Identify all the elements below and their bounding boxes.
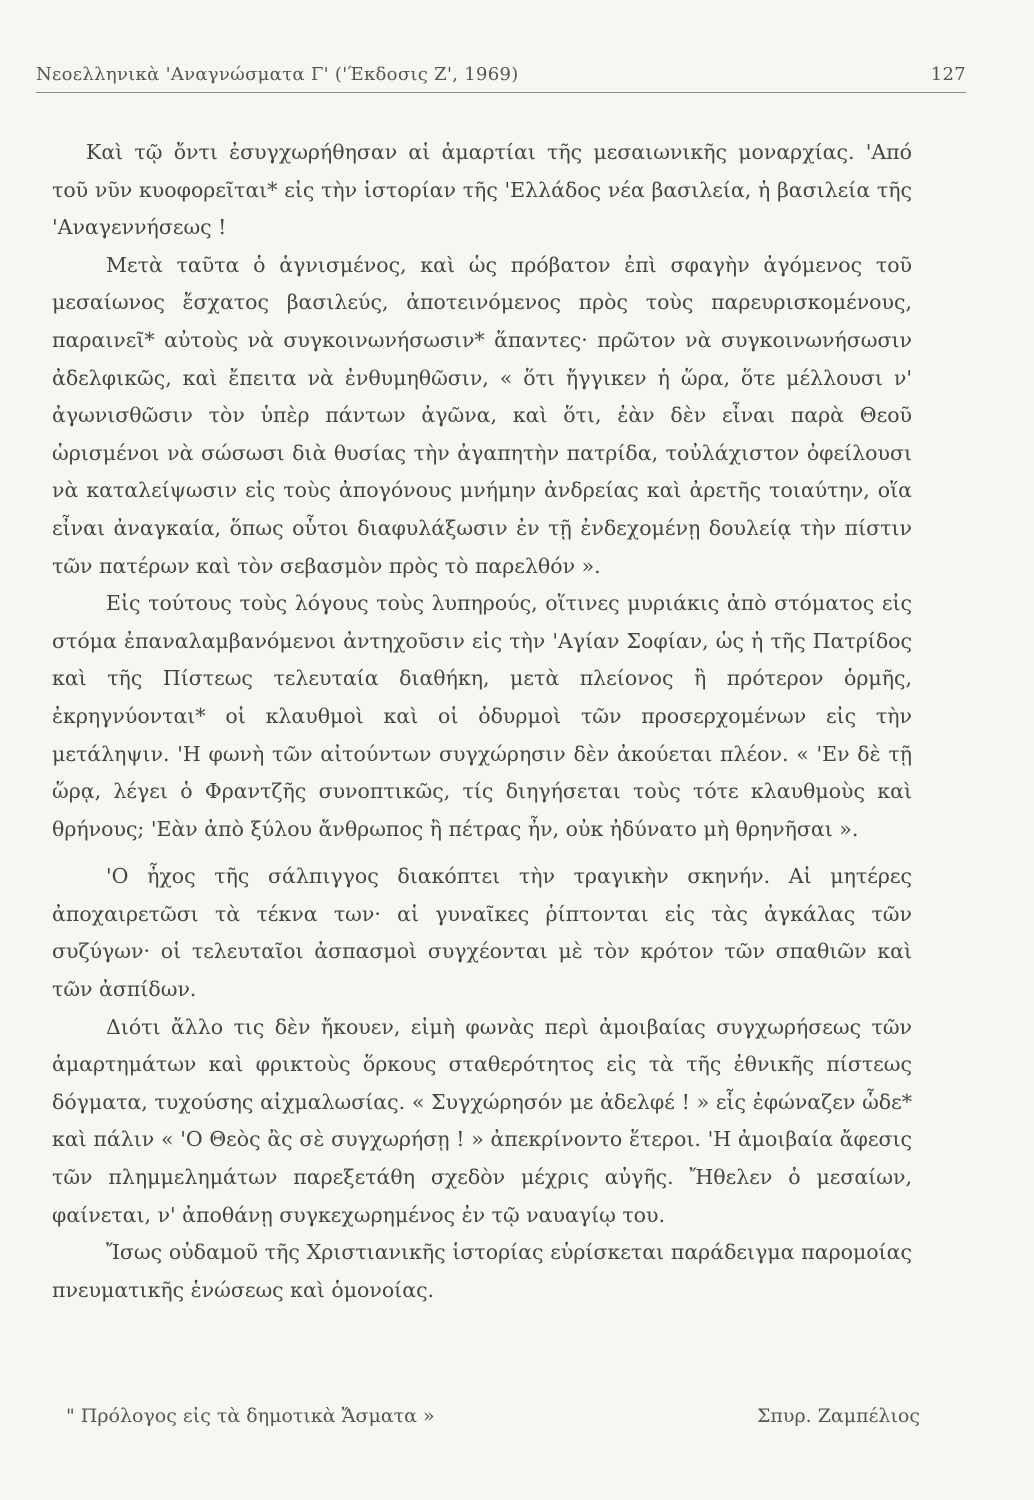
page-number: 127	[930, 64, 966, 85]
header-title: Νεοελληνικὰ 'Αναγνώσματα Γ' ('Έκδοσις Ζ', 1969)	[36, 64, 519, 85]
paragraph-2: Μετὰ ταῦτα ὁ ἁγνισμένος, καὶ ὡς πρόβατον ἐπὶ σφαγὴν ἀγόμενος τοῦ μεσαίωνος ἔσχατος βασιλεύς, ἀποτεινόμενος πρὸς τοὺς παρευρισκομένους, παραινεῖ* αὐτοὺς νὰ συγκοινωνήσωσιν* ἅπαντες· πρῶτον νὰ συγκοινωνήσωσιν ἀδελφικῶς, καὶ ἔπειτα νὰ ἐνθυμηθῶσιν, « ὅτι ἤγγικεν ἡ ὥρα, ὅτε μέλλουσι ν' ἀγωνισθῶσιν τὸν ὑπὲρ πάντων ἀγῶνα, καὶ ὅτι, ἐὰν δὲν εἶναι παρὰ Θεοῦ ὡρισμένοι νὰ σώσωσι διὰ θυσίας τὴν ἀγαπητὴν πατρίδα, τοὐλάχιστον ὀφείλουσι νὰ καταλείψωσιν εἰς τοὺς ἀπογόνους μνήμην ἀνδρείας καὶ ἀρετῆς τοιαύτην, οἵα εἶναι ἀναγκαία, ὅπως οὗτοι διαφυλάξωσιν ἐν τῇ ἐνδεχομένῃ δουλείᾳ τὴν πίστιν τῶν πατέρων καὶ τὸν σεβασμὸν πρὸς τὸ παρελθόν ».	[52, 252, 912, 578]
attribution-source: " Πρόλογος εἰς τὰ δημοτικὰ Ἄσματα »	[66, 1405, 435, 1427]
running-header	[36, 60, 966, 93]
paragraph-5: Διότι ἄλλο τις δὲν ἤκουεν, εἰμὴ φωνὰς περὶ ἀμοιβαίας συγχωρήσεως τῶν ἁμαρτημάτων καὶ φρικτοὺς ὅρκους σταθερότητος εἰς τὰ τῆς ἐθνικῆς πίστεως δόγματα, τυχούσης αἰχμαλωσίας. « Συγχώρησόν με ἀδελφέ ! » εἷς ἐφώναζεν ὧδε* καὶ πάλιν « 'Ο Θεὸς ἂς σὲ συγχωρήσῃ ! » ἀπεκρίνοντο ἕτεροι. 'Η ἀμοιβαία ἄφεσις τῶν πλημμελημάτων παρεξετάθη σχεδὸν μέχρις αὐγῆς. Ἤθελεν ὁ μεσαίων, φαίνεται, ν' ἀποθάνῃ συγκεχωρημένος ἐν τῷ ναυαγίῳ του.	[52, 1014, 912, 1227]
attribution-author: Σπυρ. Ζαμπέλιος	[756, 1405, 920, 1427]
paragraph-3: Εἰς τούτους τοὺς λόγους τοὺς λυπηρούς, οἵτινες μυριάκις ἀπὸ στόματος εἰς στόμα ἐπαναλαμβανόμενοι ἀντηχοῦσιν εἰς τὴν 'Αγίαν Σοφίαν, ὡς ἡ τῆς Πατρίδος καὶ τῆς Πίστεως τελευταία διαθήκη, μετὰ πλείονος ἢ πρότερον ὁρμῆς, ἐκρηγνύονται* οἱ κλαυθμοὶ καὶ οἱ ὀδυρμοὶ τῶν προσερχομένων εἰς τὴν μετάληψιν. 'Η φωνὴ τῶν αἰτούντων συγχώρησιν δὲν ἀκούεται πλέον. « 'Εν δὲ τῇ ὥρᾳ, λέγει ὁ Φραντζῆς συνοπτικῶς, τίς διηγήσεται τοὺς τότε κλαυθμοὺς καὶ θρήνους; 'Εὰν ἀπὸ ξύλου ἄνθρωπος ἢ πέτρας ἦν, οὐκ ἠδύνατο μὴ θρηνῆσαι ».	[52, 591, 912, 841]
paragraph-6: Ἴσως οὐδαμοῦ τῆς Χριστιανικῆς ἱστορίας εὑρίσκεται παράδειγμα παρομοίας πνευματικῆς ἑνώσεως καὶ ὁμονοίας.	[52, 1240, 912, 1302]
body-text	[52, 134, 912, 1309]
paragraph-1: Καὶ τῷ ὄντι ἐσυγχωρήθησαν αἱ ἁμαρτίαι τῆς μεσαιωνικῆς μοναρχίας. 'Από τοῦ νῦν κυοφορεῖται* εἰς τὴν ἱστορίαν τῆς 'Ελλάδος νέα βασιλεία, ἡ βασιλεία τῆς 'Αναγεννήσεως !	[52, 140, 912, 240]
paragraph-4: 'Ο ἦχος τῆς σάλπιγγος διακόπτει τὴν τραγικὴν σκηνήν. Αἱ μητέρες ἀποχαιρετῶσι τὰ τέκνα των· αἱ γυναῖκες ῥίπτονται εἰς τὰς ἀγκάλας τῶν συζύγων· οἱ τελευταῖοι ἀσπασμοὶ συγχέονται μὲ τὸν κρότον τῶν σπαθιῶν καὶ τῶν ἀσπίδων.	[52, 864, 912, 1002]
